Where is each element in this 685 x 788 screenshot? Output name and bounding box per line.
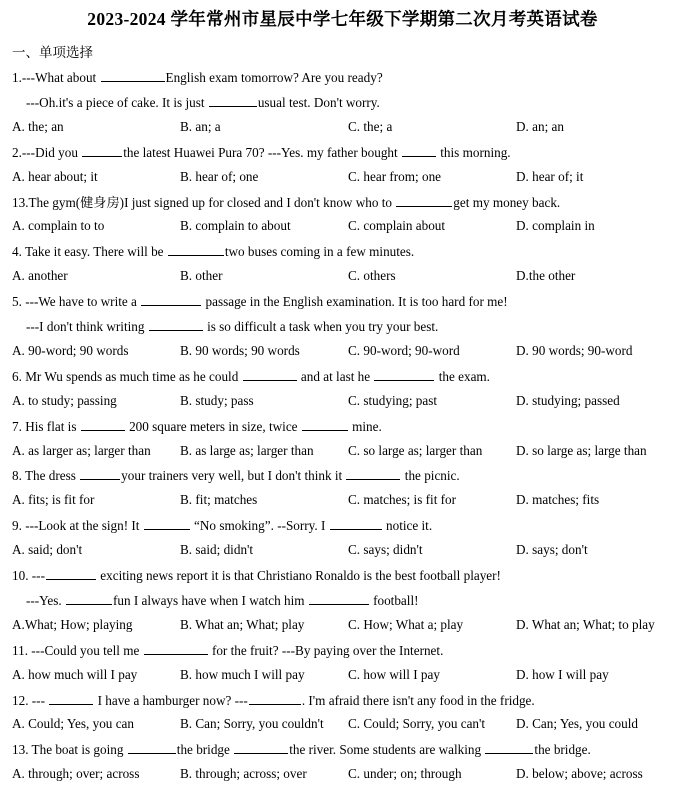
question-text: the river. Some students are walking [289,742,485,758]
question-text: 13. The boat is going [12,742,127,758]
answer-option[interactable]: C. says; didn't [348,542,423,558]
question-response [26,94,380,111]
answer-blank[interactable] [209,94,257,107]
question-text: the bridge. [534,742,591,758]
answer-option[interactable]: A. to study; passing [12,392,117,408]
answer-blank[interactable] [66,592,112,605]
question-stem [12,69,383,86]
answer-option[interactable]: C. 90-word; 90-word [348,342,460,358]
answer-option[interactable]: B. through; across; over [180,766,307,782]
answer-option[interactable]: D.the other [516,268,576,284]
answer-option[interactable]: C. the; a [348,118,393,134]
answer-blank[interactable] [49,692,93,705]
answer-blank[interactable] [302,418,348,431]
answer-blank[interactable] [234,741,288,754]
answer-option[interactable]: A. through; over; across [12,766,140,782]
answer-blank[interactable] [346,467,400,480]
question-text: ---Oh.it's a piece of cake. It is just [26,94,208,110]
question-text: . I'm afraid there isn't any food in the fridge. [301,692,535,708]
answer-option[interactable]: D. so large as; large than [516,442,647,458]
answer-option[interactable]: B. Can; Sorry, you couldn't [180,716,324,732]
answer-blank[interactable] [81,418,125,431]
answer-option[interactable]: C. Could; Sorry, you can't [348,716,486,732]
question-text: fun I always have when I watch him [112,592,308,608]
question-text: and at last he [297,368,374,384]
answer-option[interactable]: C. how will I pay [348,666,440,682]
answer-option[interactable]: A. fits; is fit for [12,492,95,508]
answer-blank[interactable] [396,194,452,207]
answer-option[interactable]: B. 90 words; 90 words [180,342,300,358]
question-text: two buses coming in a few minutes. [224,244,415,260]
question-text: 13.The gym(健身房)I just signed up for closed and I don't know who to [12,194,396,210]
question-text: 6. Mr Wu spends as much time as he could [12,368,242,384]
answer-blank[interactable] [149,318,203,331]
section-heading: 一、单项选择 [12,45,93,60]
answer-option[interactable]: D. says; don't [516,542,588,558]
question-text: the latest Huawei Pura 70? ---Yes. my father bought [123,144,401,160]
answer-blank[interactable] [144,517,190,530]
question-text: the exam. [435,368,490,384]
question-text: football! [369,592,419,608]
answer-option[interactable]: B. What an; What; play [180,616,305,632]
answer-option[interactable]: A. complain to to [12,218,105,234]
answer-option[interactable]: B. hear of; one [180,168,259,184]
question-text: is so difficult a task when you try your best. [203,319,439,334]
question-response [26,592,419,609]
answer-option[interactable]: B. how much I will pay [180,666,305,682]
answer-blank[interactable] [82,144,122,157]
answer-option[interactable]: D. below; above; across [516,766,643,782]
answer-blank[interactable] [128,741,176,754]
answer-blank[interactable] [243,368,297,381]
question-text: usual test. Don't worry. [257,94,380,110]
question-stem [12,642,443,659]
answer-option[interactable]: D. complain in [516,218,595,234]
question-stem [12,567,501,584]
answer-blank[interactable] [144,642,208,655]
question-text: your trainers very well, but I don't think it [121,468,346,484]
answer-option[interactable]: A. as larger as; larger than [12,442,151,458]
question-text: 5. ---We have to write a [12,294,141,310]
question-text: 12. --- [12,692,49,708]
question-response [26,318,438,335]
answer-option[interactable]: A. how much will I pay [12,666,138,682]
question-text: ---Yes. [26,592,65,608]
question-stem [12,692,535,709]
question-text: I have a hamburger now? --- [94,692,248,708]
question-stem [12,418,382,435]
question-text: get my money back. [453,194,561,210]
answer-option[interactable]: C. others [348,268,396,284]
answer-option[interactable]: D. how I will pay [516,666,609,682]
answer-blank[interactable] [402,144,436,157]
answer-option[interactable]: D. an; an [516,118,564,134]
question-text: 2.---Did you [12,144,82,160]
question-text: 1.---What about [12,70,100,85]
question-text: for the fruit? ---By paying over the Internet. [208,642,444,658]
question-stem [12,467,460,484]
question-text: 10. --- [12,568,45,583]
question-text: passage in the English examination. It is too hard for me! [202,294,508,310]
answer-option[interactable]: D. Can; Yes, you could [516,716,638,732]
question-text: 200 square meters in size, twice [125,418,301,434]
answer-option[interactable]: A. the; an [12,118,64,134]
question-text: this morning. [436,144,511,160]
answer-option[interactable]: B. as large as; larger than [180,442,314,458]
answer-option[interactable]: D. 90 words; 90-word [516,342,633,358]
answer-option[interactable]: A. said; don't [12,542,83,558]
answer-option[interactable]: A. hear about; it [12,168,98,184]
answer-option[interactable]: A. 90-word; 90 words [12,342,129,358]
question-stem [12,517,432,534]
answer-option[interactable]: B. complain to about [180,218,291,234]
answer-option[interactable]: D. hear of; it [516,168,584,184]
question-stem [12,368,490,385]
question-stem [12,293,508,310]
question-stem [12,741,591,758]
answer-option[interactable]: B. study; pass [180,392,254,408]
question-text: 11. ---Could you tell me [12,642,143,658]
answer-option[interactable]: D. What an; What; to play [516,616,655,632]
question-stem [12,194,560,211]
question-text: 4. Take it easy. There will be [12,244,167,260]
answer-blank[interactable] [249,692,301,705]
question-text: 7. His flat is [12,418,80,434]
answer-option[interactable]: C. under; on; through [348,766,462,782]
question-text: English exam tomorrow? Are you ready? [165,70,383,85]
answer-blank[interactable] [80,467,120,480]
answer-option[interactable]: C. so large as; larger than [348,442,483,458]
answer-option[interactable]: B. an; a [180,118,221,134]
answer-option[interactable]: C. studying; past [348,392,438,408]
answer-blank[interactable] [309,592,369,605]
question-text: the picnic. [401,468,460,484]
answer-option[interactable]: B. said; didn't [180,542,254,558]
question-text: 8. The dress [12,468,80,484]
question-stem [12,243,414,260]
answer-option[interactable]: D. matches; fits [516,492,600,508]
answer-option[interactable]: C. matches; is fit for [348,492,457,508]
answer-option[interactable]: A. another [12,268,68,284]
answer-blank[interactable] [485,741,533,754]
question-text: the bridge [176,742,234,758]
question-text: exciting news report it is that Christiano Ronaldo is the best football player! [96,568,501,583]
answer-option[interactable]: C. hear from; one [348,168,442,184]
answer-blank[interactable] [168,243,224,256]
question-text: “No smoking”. --Sorry. I [190,518,329,534]
answer-blank[interactable] [46,567,96,580]
answer-option[interactable]: C. How; What a; play [348,616,464,632]
answer-option[interactable]: A. Could; Yes, you can [12,716,134,732]
answer-option[interactable]: B. other [180,268,223,284]
answer-option[interactable]: A.What; How; playing [12,616,133,632]
answer-option[interactable]: D. studying; passed [516,392,620,408]
answer-option[interactable]: C. complain about [348,218,446,234]
question-stem [12,144,511,161]
answer-blank[interactable] [141,293,201,306]
question-text: ---I don't think writing [26,319,148,334]
question-text: notice it. [382,518,433,534]
answer-option[interactable]: B. fit; matches [180,492,258,508]
question-text: mine. [348,418,382,434]
answer-blank[interactable] [330,517,382,530]
exam-title: 2023-2024 学年常州市星辰中学七年级下学期第二次月考英语试卷 [87,9,598,29]
answer-blank[interactable] [374,368,434,381]
question-text: 9. ---Look at the sign! It [12,518,143,534]
answer-blank[interactable] [101,69,165,82]
